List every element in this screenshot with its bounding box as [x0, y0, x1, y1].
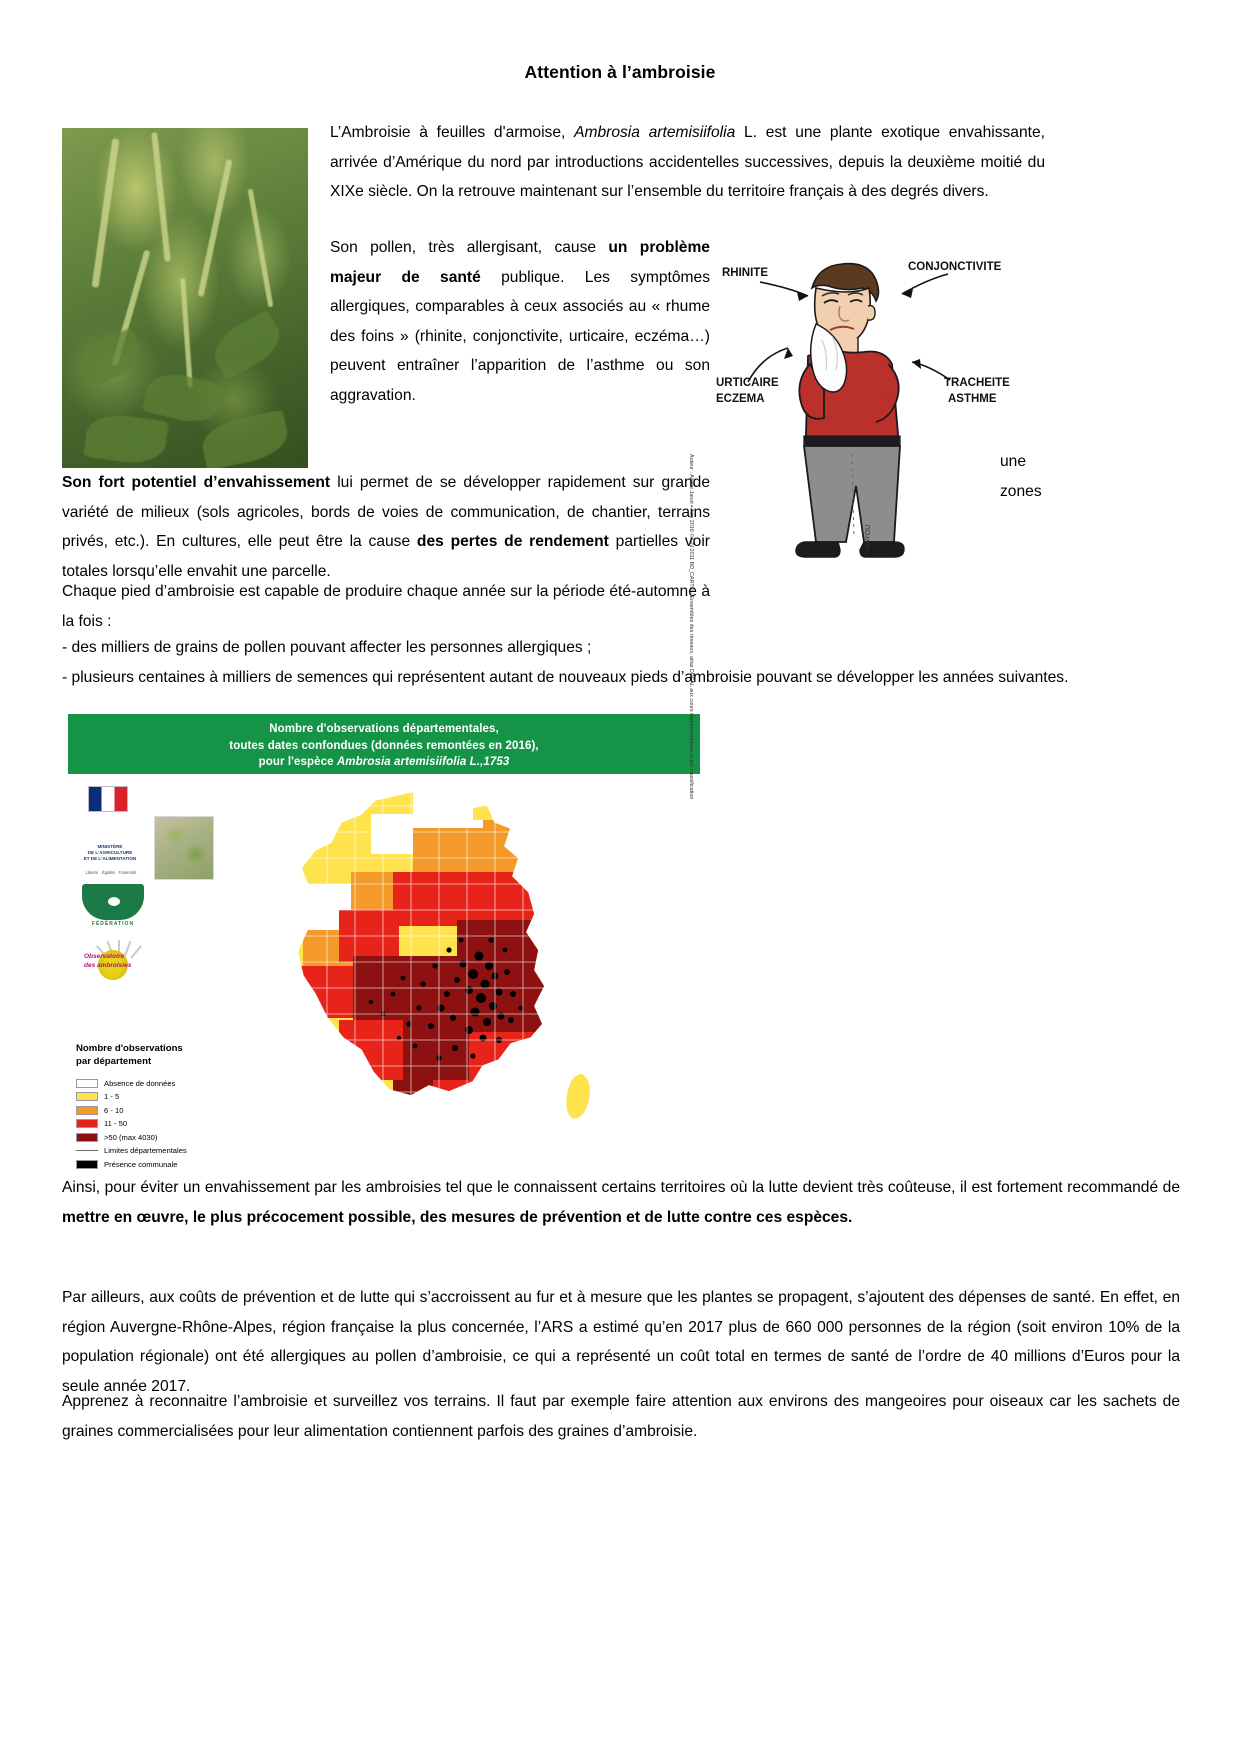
label-tracheite: TRACHEITE	[944, 377, 1010, 389]
orphan-word-zones: zones	[1000, 483, 1042, 500]
ministry-line3: ET DE L'ALIMENTATION	[83, 856, 137, 861]
map-title-species: Ambrosia artemisiifolia L.,1753	[336, 756, 510, 768]
observatoire-wordmark	[84, 952, 164, 970]
legend-label-presence: Présence communale	[104, 1159, 178, 1169]
french-flag-icon	[88, 786, 128, 812]
legend-title-line2: par département	[76, 1056, 152, 1067]
ambroisie-plant-photo	[62, 128, 308, 468]
legend-item	[76, 1091, 226, 1104]
legend-title-line1: Nombre d'observations	[76, 1043, 183, 1054]
legend-label-11-50: 11 - 50	[104, 1119, 128, 1129]
paragraph-cycle: Chaque pied d’ambroisie est capable de produire chaque année sur la période été-automne à la fois :	[62, 583, 710, 630]
observatoire-line1: Observatoire	[84, 953, 125, 960]
potentiel-text-2: grande variété de milieux (sols agricoles, bords de voies de communication, de chantier, terrains privés, etc.). En cultures, elle peut être la cause	[62, 474, 711, 550]
corsica-inset	[566, 1073, 591, 1119]
pollen-text-1: Son pollen, très allergisant, cause	[330, 239, 609, 256]
map-title-line3-pre: pour l'espèce	[258, 756, 337, 768]
intro-text-1: L’Ambroisie à feuilles d'armoise,	[330, 124, 575, 141]
observatoire-line2: des ambroisies	[84, 962, 132, 969]
ainsi-text: Ainsi, pour éviter un envahissement par les ambroisies tel que le connaissent certains territoires où la lutte devient très coûteuse, il est fortement recommandé de	[62, 1179, 1180, 1196]
label-eczema: ECZEMA	[716, 393, 765, 405]
page-title: Attention à l’ambroisie	[524, 62, 716, 82]
ministry-line1: MINISTÈRE	[97, 844, 123, 849]
ainsi-bold-recommendation: mettre en œuvre, le plus précocement possible, des mesures de prévention et de lutte contre ces espèces.	[62, 1208, 853, 1226]
legend-item	[76, 1077, 226, 1090]
intro-text-2: L. est une plante exotique envahissante, arrivée d’Amérique du nord par introductions accidentelles successives, depuis la deuxième moitié du XIXe siècle. On la retrouve maintenant sur l’ensemble du territoire français à des degrés divers.	[330, 124, 1045, 200]
orphan-word-une: une	[1000, 453, 1027, 470]
bullet-item-semences: - plusieurs centaines à milliers de semences qui représentent autant de nouveaux pieds d’ambroisie pouvant se développer les années suivantes.	[62, 668, 1069, 686]
map-title-banner	[68, 714, 700, 774]
legend-item	[76, 1145, 226, 1158]
paragraph-pollen	[330, 233, 710, 410]
legend-label-6-10: 6 - 10	[104, 1105, 124, 1115]
legend-label-absence: Absence de données	[104, 1078, 176, 1088]
france-choropleth	[243, 780, 643, 1160]
legend-swatch-1-5	[76, 1092, 98, 1101]
paragraph-couts: Par ailleurs, aux coûts de prévention et de lutte qui s’accroissent au fur et à mesure que les plantes se propagent, s’ajoutent des dépenses de santé. En effet, en région Auvergne-Rhône-Alpes, région française la plus concernée, l’ARS a estimé qu’en 2017 plus de 660 000 personnes de la région (soit environ 10% de la population régionale) ont été allergiques au pollen d’ambroisie, ce qui a représenté un coût total en termes de santé de l’ordre de 40 millions d’Euros pour la seule année 2017.	[62, 1289, 1180, 1395]
observatoire-logo	[76, 942, 162, 988]
legend-swatch-presence	[76, 1160, 98, 1169]
symptoms-illustration	[712, 240, 1012, 570]
legend-swatch-over-50	[76, 1133, 98, 1142]
legend-item	[76, 1158, 226, 1171]
ministry-motto: Liberté · Égalité · Fraternité	[85, 870, 137, 875]
paragraph-apprenez: Apprenez à reconnaitre l’ambroisie et surveillez vos terrains. Il faut par exemple faire attention aux environs des mangeoires pour oiseaux car les sachets de graines commercialisées pour leur alimentation contiennent parfois des graines d’ambroisie.	[62, 1393, 1180, 1440]
pertes-rendement-bold: des pertes de rendement	[416, 533, 609, 550]
ministry-line2: DE L'AGRICULTURE	[87, 850, 133, 855]
ministry-logo	[80, 786, 136, 842]
paragraph-intro	[330, 118, 1045, 207]
map-title-line3	[68, 754, 700, 771]
potentiel-text-1: lui permet de se développer rapidement sur	[330, 474, 662, 491]
bullet-item-pollen: - des milliers de grains de pollen pouvant affecter les personnes allergiques ;	[62, 639, 592, 656]
legend-swatch-absence	[76, 1079, 98, 1088]
ambroisie-thumbnail-photo	[154, 816, 214, 880]
paragraph-potentiel	[62, 468, 710, 586]
scientific-name: Ambrosia artemisiifolia	[574, 124, 736, 141]
potentiel-bold-phrase: Son fort potentiel d’envahissement	[62, 474, 331, 491]
label-rhinite: RHINITE	[722, 267, 768, 279]
legend-label-over-50: >50 (max 4030)	[104, 1132, 158, 1142]
federation-shield-icon	[82, 884, 144, 920]
legend-label-1-5: 1 - 5	[104, 1092, 120, 1102]
paragraph-bullets	[62, 633, 1180, 692]
map-title-line1: Nombre d'observations départementales,	[269, 723, 499, 735]
potentiel-text-3: partielles voir totales lorsqu’elle envahit une parcelle.	[62, 533, 710, 580]
map-legend	[76, 1042, 226, 1172]
federation-label: FÉDÉRATION	[91, 921, 135, 927]
ministry-logo-caption	[74, 844, 146, 862]
map-credit: Auteur : Aliette Janot - Juin 2016 ©IGN 2011 BD_CARTO - Ensembles des réseaux, atlas DREAL aux cours départementaux et par classification	[688, 454, 694, 800]
label-urticaire: URTICAIRE	[716, 377, 779, 389]
illustration-signature: MAYOU	[865, 524, 872, 550]
label-asthme: ASTHME	[948, 393, 997, 405]
legend-label-limites: Limites départementales	[104, 1146, 187, 1156]
legend-item	[76, 1118, 226, 1131]
paragraph-ainsi	[62, 1173, 1180, 1232]
pollen-bold-phrase: un problème majeur de santé	[330, 239, 710, 286]
map-title-line2: toutes dates confondues (données remontées en 2016),	[229, 739, 539, 752]
pollen-text-2: publique. Les symptômes allergiques, comparables à ceux associés au « rhume des foins » (rhinite, conjonctivite, urticaire, eczéma…) peuvent entraîner l’apparition de l’asthme ou son aggravation.	[330, 268, 710, 404]
legend-item	[76, 1131, 226, 1144]
legend-item	[76, 1104, 226, 1117]
legend-swatch-limites	[76, 1150, 98, 1151]
legend-swatch-6-10	[76, 1106, 98, 1115]
label-conjonctivite: CONJONCTIVITE	[908, 261, 1002, 273]
legend-swatch-11-50	[76, 1119, 98, 1128]
federation-logo	[82, 884, 144, 930]
legend-title	[76, 1042, 226, 1068]
